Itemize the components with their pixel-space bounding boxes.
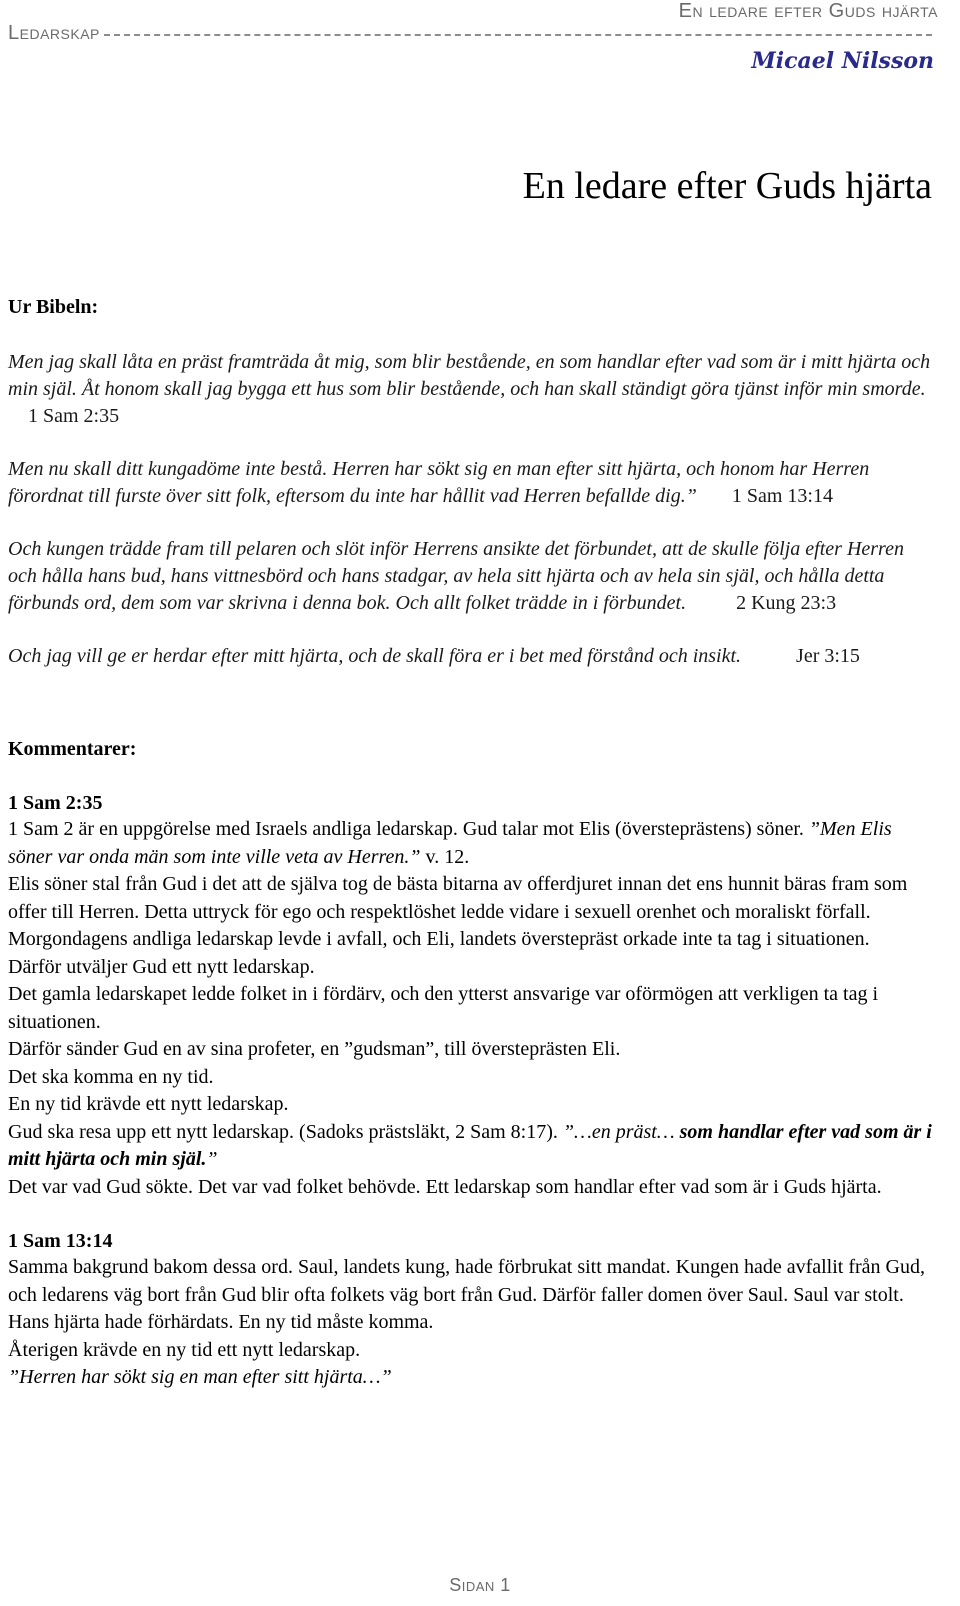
text-run: 1 Sam 2 är en uppgörelse med Israels andliga ledarskap. Gud talar mot Elis (översteprästens) söner. — [8, 818, 809, 840]
text-run: v. 12. — [420, 845, 470, 868]
comment-paragraph: Samma bakgrund bakom dessa ord. Saul, landets kung, hade förbrukat sitt mandat. Kungen hade avfallit från Gud, och ledarens väg bort från Gud blir ofta folkets väg bort från Gud. Därför faller domen över Saul. Saul var stolt. Hans hjärta hade förhärdats. En ny tid måste komma. — [8, 1256, 925, 1333]
quote-run: ”…en präst… — [562, 1120, 675, 1143]
content — [8, 294, 932, 1392]
emphasis-run: som handlar efter vad som är i mitt hjärta och min själ. — [8, 1120, 932, 1170]
comment-paragraph — [8, 1119, 932, 1174]
header-section-bar — [8, 22, 932, 45]
bible-quote — [8, 536, 932, 617]
comment-paragraph: En ny tid krävde ett nytt ledarskap. — [8, 1093, 289, 1115]
header-doc-title: En ledare efter Guds hjärta — [678, 0, 938, 22]
comment-paragraph: Det gamla ledarskapet ledde folket in i fördärv, och den ytterst ansvarige var oförmögen att verkligen ta tag i situationen. — [8, 983, 879, 1033]
quote-text: Och kungen trädde fram till pelaren och slöt inför Herrens ansikte det förbundet, att de skulle följa efter Herren och hålla hans bud, hans vittnesbörd och hans stadgar, av hela sitt hjärta och av hela sin själ, och hålla detta förbunds ord, dem som var skrivna i denna bok. Och allt folket trädde in i förbundet. — [8, 538, 904, 614]
comment-paragraph: Därför sänder Gud en av sina profeter, en ”gudsman”, till översteprästen Eli. — [8, 1038, 621, 1060]
comment-paragraph: Det ska komma en ny tid. — [8, 1065, 214, 1088]
quote-text: Men nu skall ditt kungadöme inte bestå. Herren har sökt sig en man efter sitt hjärta, och honom har Herren förordnat till furste över sitt folk, eftersom du inte har hållit vad Herren befallde dig.” — [8, 458, 870, 507]
comment-paragraph: Återigen krävde en ny tid ett nytt ledarskap. — [8, 1338, 361, 1361]
quote-ref: Jer 3:15 — [796, 645, 860, 667]
comment-paragraph: Därför utväljer Gud ett nytt ledarskap. — [8, 955, 315, 978]
quote-text: Men jag skall låta en präst framträda åt mig, som blir bestående, en som handlar efter vad som är i mitt hjärta och min själ. Åt honom skall jag bygga ett hus som blir bestående, och han skall ständigt göra tjänst inför min smorde. — [8, 351, 931, 400]
bible-quote — [8, 456, 932, 510]
bible-quote — [8, 349, 932, 430]
comment-paragraph: Det var vad Gud sökte. Det var vad folket behövde. Ett ledarskap som handlar efter vad som är i Guds hjärta. — [8, 1175, 882, 1198]
quote-run: ”Men Elis söner var onda män som inte ville veta av Herren.” — [8, 818, 892, 868]
text-run: Gud ska resa upp ett nytt ledarskap. (Sadoks prästsläkt, 2 Sam 8:17). — [8, 1120, 563, 1143]
comments-heading: Kommentarer: — [8, 738, 137, 760]
author-name: Micael Nilsson — [751, 48, 934, 74]
header-dashed-rule — [104, 34, 932, 36]
comment-heading-1-sam-2-35: 1 Sam 2:35 — [8, 792, 103, 814]
bible-quote — [8, 643, 932, 670]
quote-ref: 1 Sam 13:14 — [731, 485, 833, 507]
quote-ref: 2 Kung 23:3 — [736, 592, 837, 614]
quote-close: ” — [206, 1148, 218, 1170]
page-title: En ledare efter Guds hjärta — [522, 165, 932, 207]
comment-heading-1-sam-13-14: 1 Sam 13:14 — [8, 1230, 113, 1252]
quote-ref: 1 Sam 2:35 — [28, 405, 120, 427]
comment-paragraph — [8, 816, 932, 871]
comment-quote: ”Herren har sökt sig en man efter sitt hjärta…” — [8, 1366, 392, 1388]
comment-paragraph: Elis söner stal från Gud i det att de själva tog de bästa bitarna av offerdjuret innan det ens hunnit bäras fram som offer till Herren. Detta uttryck för ego och respektlöshet ledde vidare i sexuell orenhet och moraliskt förfall. Morgondagens andliga ledarskap levde i avfall, och Eli, landets överstepräst orkade inte ta tag i situationen. — [8, 873, 908, 950]
page-footer: Sidan 1 — [449, 1575, 511, 1595]
quote-text: Och jag vill ge er herdar efter mitt hjärta, och de skall föra er i bet med förstånd och insikt. — [8, 645, 742, 667]
header-section-label: Ledarskap — [8, 22, 100, 44]
bible-heading: Ur Bibeln: — [8, 296, 99, 318]
